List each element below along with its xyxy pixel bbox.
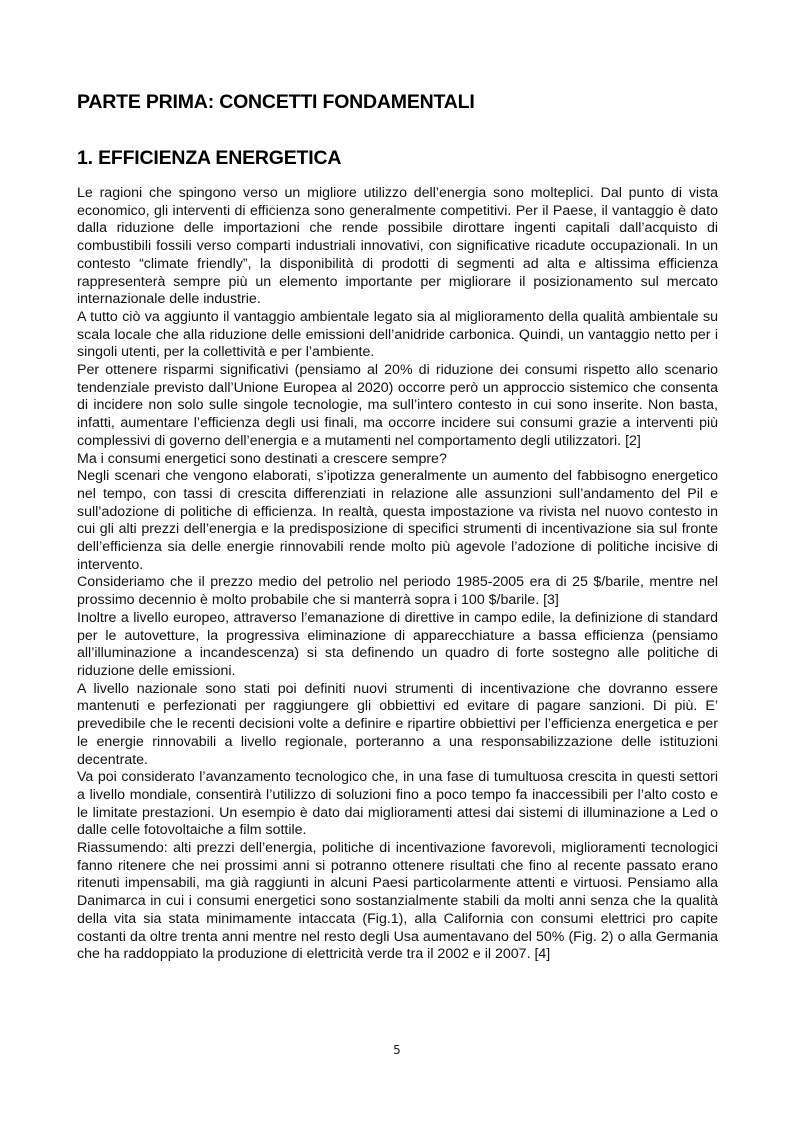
page-number: 5 (393, 1043, 401, 1057)
section-title: 1. EFFICIENZA ENERGETICA (77, 147, 342, 169)
paragraph: Consideriamo che il prezzo medio del petrolio nel periodo 1985-2005 era di 25 $/barile, mentre nel prossimo decennio è molto probabile che si manterrà sopra i 100 $/barile. [3] (77, 574, 718, 609)
paragraph: Ma i consumi energetici sono destinati a crescere sempre? (77, 450, 447, 467)
part-title: PARTE PRIMA: CONCETTI FONDAMENTALI (77, 91, 475, 113)
paragraph: Negli scenari che vengono elaborati, s’ipotizza generalmente un aumento del fabbisogno energetico nel tempo, con tassi di crescita differenziati in relazione alle assunzioni sull’andamento del Pil e sull’adozione di politiche di efficienza. In realtà, questa impostazione va rivista nel nuovo contesto in cui gli alti prezzi dell’energia e la predisposizione di specifici strumenti di incentivazione sia sul fronte dell’efficienza sia delle energie rinnovabili rende molto più agevole l’adozione di politiche incisive di intervento. (77, 468, 718, 573)
paragraph: A tutto ciò va aggiunto il vantaggio ambientale legato sia al miglioramento della qualità ambientale su scala locale che alla riduzione delle emissioni dell’anidride carbonica. Quindi, un vantaggio netto per i singoli utenti, per la collettività e per l’ambiente. (77, 308, 718, 361)
paragraph: Va poi considerato l’avanzamento tecnologico che, in una fase di tumultuosa crescita in questi settori a livello mondiale, consentirà l’utilizzo di soluzioni fino a poco tempo fa inaccessibili per l’alto costo e le limitate prestazioni. Un esempio è dato dai miglioramenti attesi dai sistemi di illuminazione a Led o dalle celle fotovoltaiche a film sottile. (77, 769, 718, 839)
paragraph: Le ragioni che spingono verso un migliore utilizzo dell’energia sono molteplici. Dal punto di vista economico, gli interventi di efficienza sono generalmente competitivi. Per il Paese, il vantaggio è dato dalla riduzione delle importazioni che rende possibile dirottare ingenti capitali dall’acquisto di combustibili fossili verso comparti industriali innovativi, con significative ricadute occupazionali. In un contesto “climate friendly”, la disponibilità di prodotti di segmenti ad alta e altissima efficienza rappresenterà sempre più un elemento importante per migliorare il posizionamento sul mercato internazionale delle industrie. (77, 185, 718, 308)
paragraph: Riassumendo: alti prezzi dell’energia, politiche di incentivazione favorevoli, miglioramenti tecnologici fanno ritenere che nei prossimi anni si potranno ottenere risultati che fino al recente passato erano ritenuti impensabili, ma già raggiunti in alcuni Paesi particolarmente attenti e virtuosi. Pensiamo alla Danimarca in cui i consumi energetici sono sostanzialmente stabili da molti anni senza che la qualità della vita sia stata minimamente intaccata (Fig.1), alla California con consumi elettrici pro capite costanti da oltre trenta anni mentre nel resto degli Usa aumentavano del 50% (Fig. 2) o alla Germania che ha raddoppiato la produzione di elettricità verde tra il 2002 e il 2007. [4] (77, 840, 718, 963)
paragraph: Per ottenere risparmi significativi (pensiamo al 20% di riduzione dei consumi rispetto allo scenario tendenziale previsto dall’Unione Europea al 2020) occorre però un approccio sistemico che consenta di incidere non solo sulle singole tecnologie, ma sull’intero contesto in cui sono inserite. Non basta, infatti, aumentare l’efficienza degli usi finali, ma occorre incidere sui consumi grazie a interventi più complessivi di governo dell’energia e a mutamenti nel comportamento degli utilizzatori. [2] (77, 362, 718, 449)
paragraph: Inoltre a livello europeo, attraverso l’emanazione di direttive in campo edile, la definizione di standard per le autovetture, la progressiva eliminazione di apparecchiature a bassa efficienza (pensiamo all’illuminazione a incandescenza) si sta definendo un quadro di forte sostegno alle politiche di riduzione delle emissioni. (77, 609, 718, 679)
paragraph: A livello nazionale sono stati poi definiti nuovi strumenti di incentivazione che dovranno essere mantenuti e perfezionati per raggiungere gli obbiettivi ed evitare di pagare sanzioni. Di più. E’ prevedibile che le recenti decisioni volte a definire e ripartire obbiettivi per l’efficienza energetica e per le energie rinnovabili a livello regionale, porteranno a una responsabilizzazione delle istituzioni decentrate. (77, 680, 718, 768)
section-body (77, 185, 718, 964)
